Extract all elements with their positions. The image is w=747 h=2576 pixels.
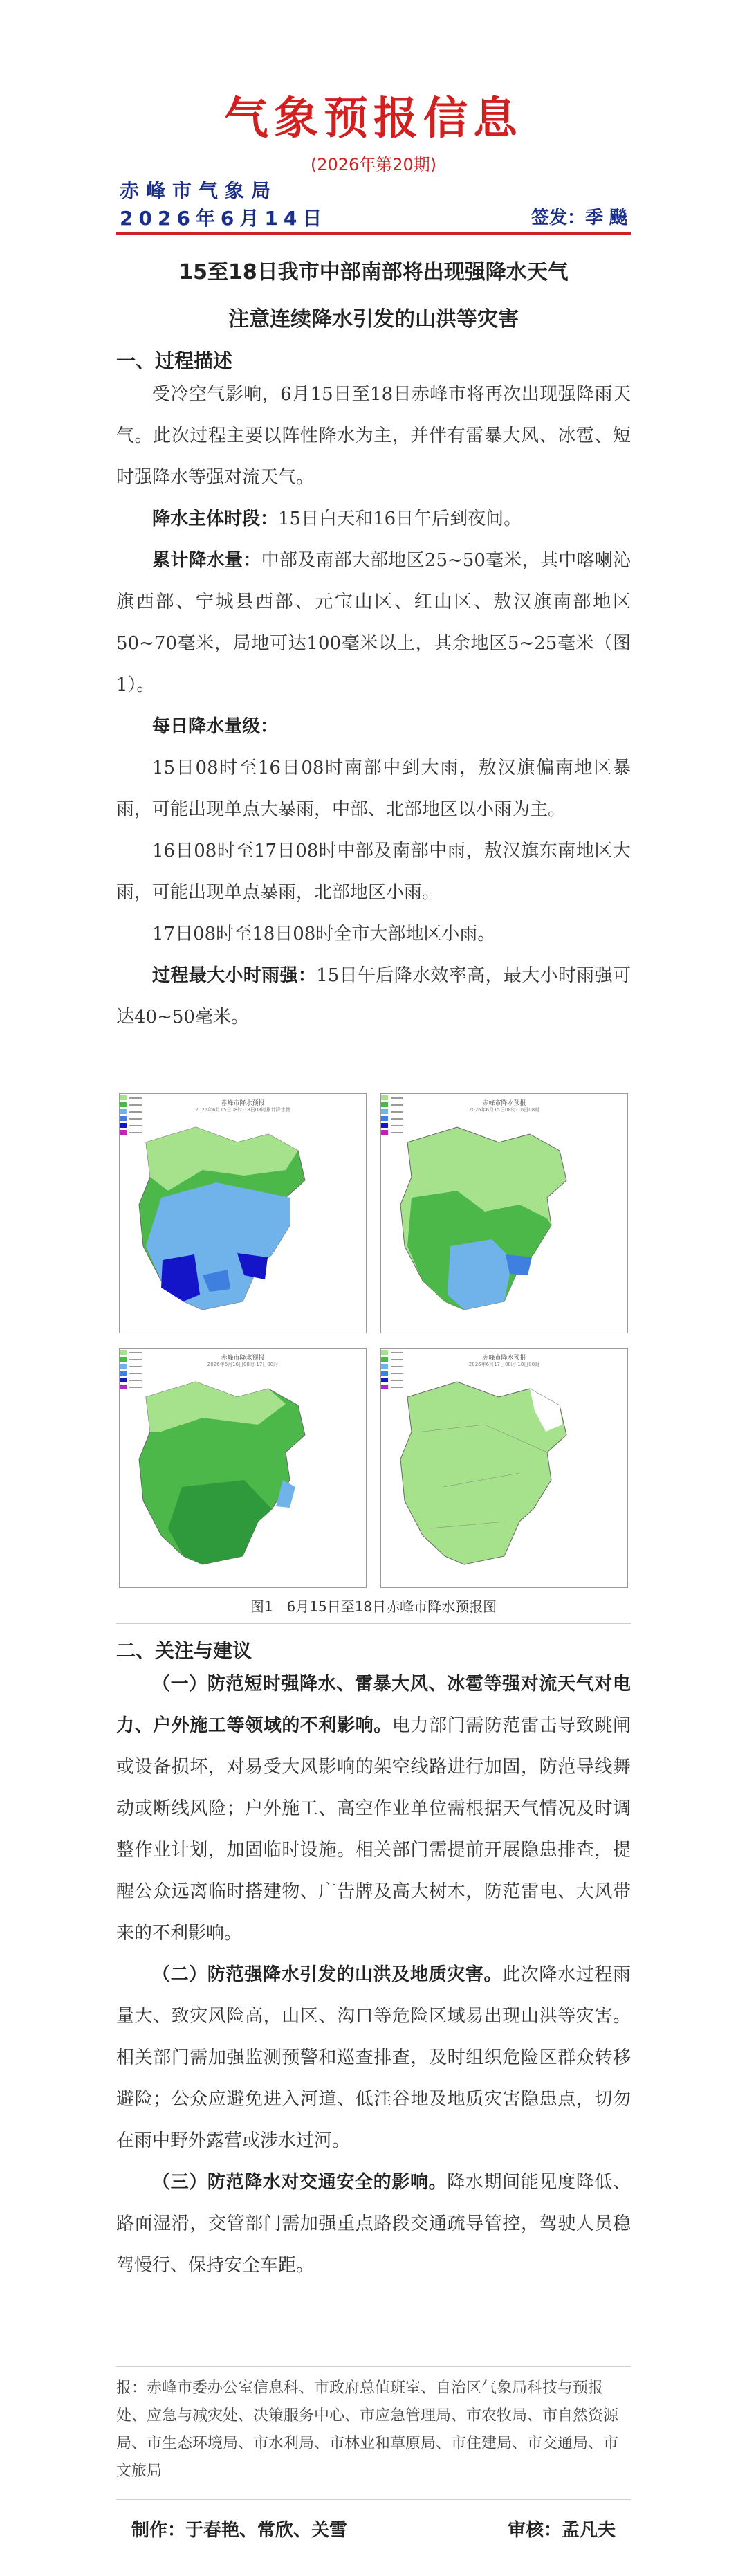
max-hourly-label: 过程最大小时雨强： [152,965,317,986]
map-day-3-subtitle: 2026年6月17日08时-18日08时 [468,1362,540,1367]
figure-caption: 图1 6月15日至18日赤峰市降水预报图 [250,1598,497,1615]
map-cumulative-subtitle: 2026年6月15日08时-18日08时累计降水量 [195,1107,290,1113]
max-hourly-rain [116,955,631,1038]
masthead-title: 气象预报信息 [224,93,523,145]
advice-item-2-body: 此次降水过程雨量大、致灾风险高，山区、沟口等危险区域易出现山洪等灾害。相关部门需加强监测预警和巡查排查，及时组织危险区群众转移避险；公众应避免进入河道、低洼谷地及地质灾害隐患点，切勿在雨中野外露营或涉水过河。 [116,1964,631,2151]
cumulative-text: 中部及南部大部地区25~50毫米，其中喀喇沁旗西部、宁城县西部、元宝山区、红山区、敖汉旗南部地区50~70毫米，局地可达100毫米以上，其余地区5~25毫米（图1）。 [116,550,631,695]
daily-rainfall-day-2: 16日08时至17日08时中部及南部中雨，敖汉旗东南地区大雨，可能出现单点暴雨，北部地区小雨。 [116,841,631,903]
section-1-intro: 受冷空气影响，6月15日至18日赤峰市将再次出现强降雨天气。此次过程主要以阵性降水为主，并伴有雷暴大风、冰雹、短时强降水等强对流天气。 [116,384,631,488]
main-period [116,498,631,540]
advice-item-1-lead: （一）防范短时强降水、雷暴大风、冰雹等强对流天气对电力、户外施工等领域的不利影响。 [116,1674,631,1736]
main-period-text: 15日白天和16日午后到夜间。 [278,509,522,529]
cumulative-label: 累计降水量： [152,550,261,571]
map-day-1-subtitle: 2026年6月15日08时-16日08时 [468,1107,540,1113]
map-day-1-graphic [381,1094,627,1333]
map-cumulative [119,1093,367,1333]
map-day-2-title: 赤峰市降水预报 [221,1355,265,1362]
headline-line-1: 15至18日我市中部南部将出现强降水天气 [178,260,569,284]
map-day-1 [380,1093,628,1333]
map-day-2 [119,1348,367,1588]
advice-item-1-body: 电力部门需防范雷击导致跳闸或设备损坏，对易受大风影响的架空线路进行加固，防范导线舞动或断线风险；户外施工、高空作业单位需根据天气情况及时调整作业计划，加固临时设施。相关部门需提前开展隐患排查，提醒公众远离临时搭建物、广告牌及高大树木，防范雷电、大风带来的不利影响。 [116,1715,631,1944]
advice-item-2-lead: （二）防范强降水引发的山洪及地质灾害。 [152,1964,503,1985]
map-day-3-legend [381,1349,405,1397]
map-day-2-graphic [120,1349,366,1587]
advice-item-3-body: 降水期间能见度降低、路面湿滑，交管部门需加强重点路段交通疏导管控，驾驶人员稳驾慢行、保持安全车距。 [116,2172,631,2276]
precipitation-forecast-figure [119,1093,628,1591]
map-day-2-subtitle: 2026年6月16日08时-17日08时 [207,1362,279,1367]
map-day-2-legend [120,1349,143,1397]
daily-rainfall-heading [116,706,631,747]
section-1-title: 一、过程描述 [116,349,233,372]
section-2-title: 二、关注与建议 [116,1639,252,1662]
headline-line-2: 注意连续降水引发的山洪等灾害 [228,307,519,331]
cumulative-rainfall [116,540,631,706]
advice-item-1 [116,1663,631,1954]
daily-rainfall-day-1: 15日08时至16日08时南部中到大雨，敖汉旗偏南地区暴雨，可能出现单点大暴雨，中部、北部地区以小雨为主。 [116,758,631,820]
map-day-3-graphic [381,1349,627,1587]
daily-rainfall-day-3: 17日08时至18日08时全市大部地区小雨。 [152,924,496,944]
signer: 签发：季 飈 [531,208,627,228]
header-red-rule [116,232,631,235]
advice-item-3 [116,2162,631,2286]
map-cumulative-title: 赤峰市降水预报 [221,1100,265,1107]
note-top-divider [116,2366,631,2367]
reviewer: 审核：孟凡夫 [507,2520,616,2541]
issue-number: (2026年第20期) [310,155,437,174]
map-day-1-legend [381,1094,405,1142]
advice-item-2 [116,1954,631,2162]
map-day-1-title: 赤峰市降水预报 [482,1100,526,1107]
advice-item-3-lead: （三）防范降水对交通安全的影响。 [152,2172,448,2193]
map-day-3 [380,1348,628,1588]
distribution-note: 报：赤峰市委办公室信息科、市政府总值班室、自治区气象局科技与预报处、应急与减灾处、决策服务中心、市应急管理局、市农牧局、市自然资源局、市生态环境局、市水利局、市林业和草原局、市住建局、市交通局、市文旅局 [116,2379,619,2480]
makers: 制作：于春艳、常欣、关雪 [131,2520,348,2541]
issuing-agency: 赤峰市气象局 [120,179,278,202]
map-cumulative-graphic [120,1094,366,1333]
max-hourly-text: 15日午后降水效率高，最大小时雨强可达40~50毫米。 [116,965,631,1027]
section-divider [116,1623,631,1624]
issue-date: 2026年6月14日 [120,207,328,230]
note-bottom-divider [116,2499,631,2500]
map-day-3-title: 赤峰市降水预报 [482,1355,526,1362]
daily-label: 每日降水量级： [152,716,279,737]
map-cumulative-legend [120,1094,143,1142]
main-period-label: 降水主体时段： [152,509,279,529]
